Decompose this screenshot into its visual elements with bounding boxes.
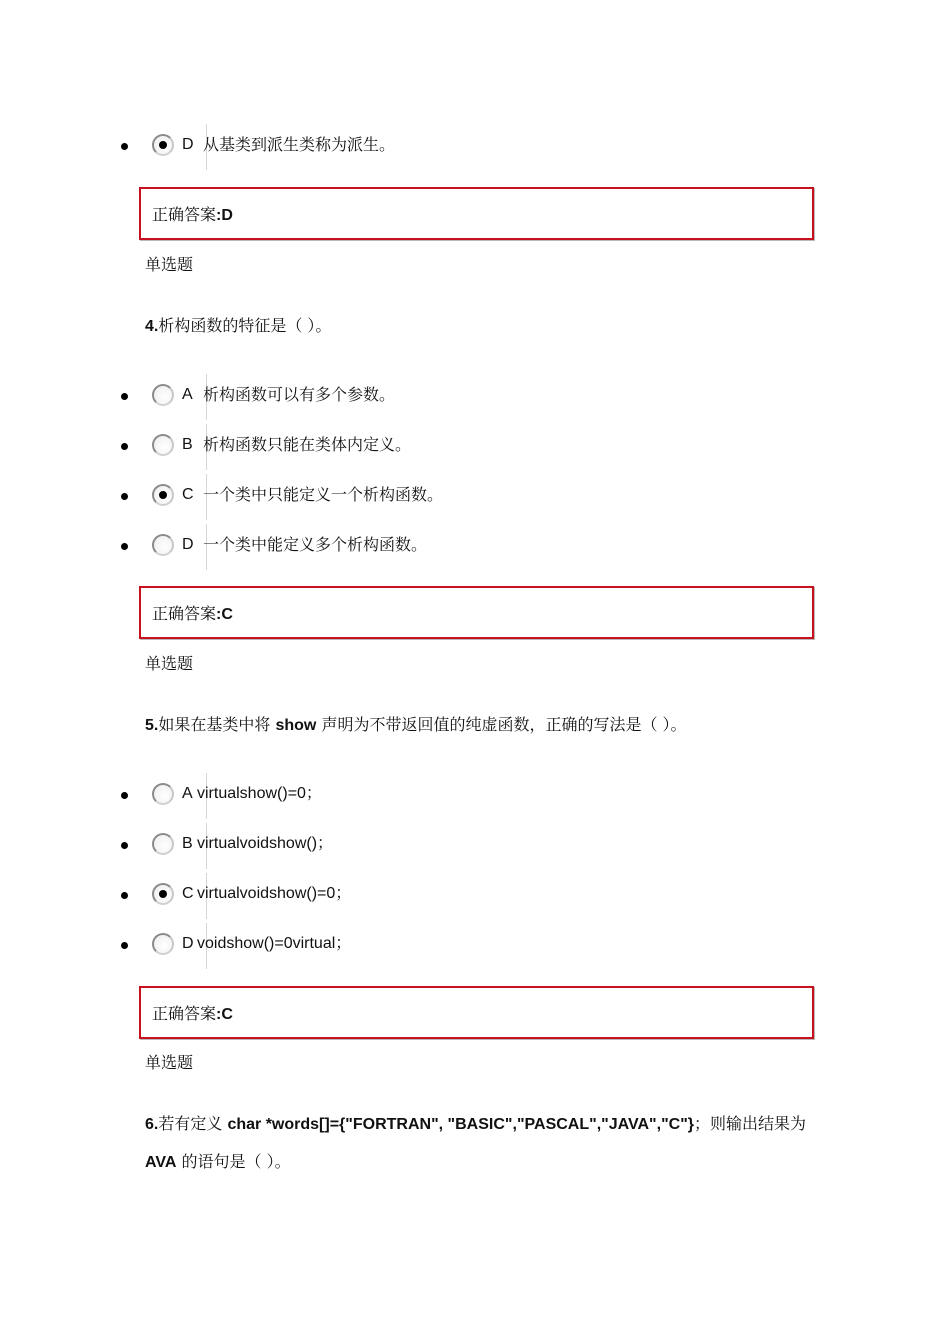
bullet-icon [121,892,128,899]
option-text: 一个类中只能定义一个析构函数。 [203,485,444,504]
option-d[interactable] [0,524,700,570]
option-d[interactable] [0,923,700,969]
radio-selected-icon[interactable] [152,134,174,156]
option-letter: B [182,835,193,852]
bullet-icon [121,543,128,550]
radio-icon[interactable] [152,534,174,556]
bullet-icon [121,143,128,150]
radio-icon[interactable] [152,933,174,955]
radio-selected-icon[interactable] [152,484,174,506]
option-text: 析构函数只能在类体内定义。 [203,435,412,454]
option-c[interactable] [0,873,700,919]
option-letter: D [182,536,194,553]
radio-icon[interactable] [152,833,174,855]
option-letter: B [182,436,193,453]
option-b[interactable] [0,424,700,470]
radio-selected-icon[interactable] [152,883,174,905]
bullet-icon [121,942,128,949]
option-a[interactable] [0,773,700,819]
option-d[interactable] [0,124,700,170]
option-text: voidshow()=0virtual； [197,935,352,952]
option-letter: D [182,136,194,153]
radio-icon[interactable] [152,783,174,805]
bullet-icon [121,493,128,500]
bullet-icon [121,393,128,400]
option-letter: C [182,885,194,902]
option-c[interactable] [0,474,700,520]
question-stem: 5.如果在基类中将 show 声明为不带返回值的纯虚函数，正确的写法是（ ）。 [145,715,687,734]
correct-answer: 正确答案:C [152,604,233,623]
option-letter: C [182,486,194,503]
radio-icon[interactable] [152,384,174,406]
option-text: 一个类中能定义多个析构函数。 [203,535,428,554]
option-letter: A [182,785,193,802]
correct-answer: 正确答案:D [152,205,233,224]
option-letter: A [182,386,193,403]
correct-answer-box [139,986,814,1039]
radio-icon[interactable] [152,434,174,456]
bullet-icon [121,792,128,799]
question-type: 单选题 [145,654,194,673]
option-text: virtualvoidshow()=0； [197,885,352,902]
option-letter: D [182,935,194,952]
option-text: 从基类到派生类称为派生。 [203,135,396,154]
option-text: 析构函数可以有多个参数。 [203,385,396,404]
bullet-icon [121,443,128,450]
option-b[interactable] [0,823,700,869]
correct-answer-box [139,187,814,240]
option-a[interactable] [0,374,700,420]
question-stem: 6.若有定义 char *words[]={"FORTRAN", "BASIC","PASCAL","JAVA","C"}；则输出结果为 AVA 的语句是（ ）。 [145,1114,807,1171]
question-type: 单选题 [145,255,194,274]
option-text: virtualvoidshow()； [197,835,334,852]
option-text: virtualshow()=0； [197,785,322,802]
question-stem: 4.析构函数的特征是（ ）。 [145,316,332,335]
correct-answer-box [139,586,814,639]
correct-answer: 正确答案:C [152,1004,233,1023]
bullet-icon [121,842,128,849]
question-type: 单选题 [145,1053,194,1072]
